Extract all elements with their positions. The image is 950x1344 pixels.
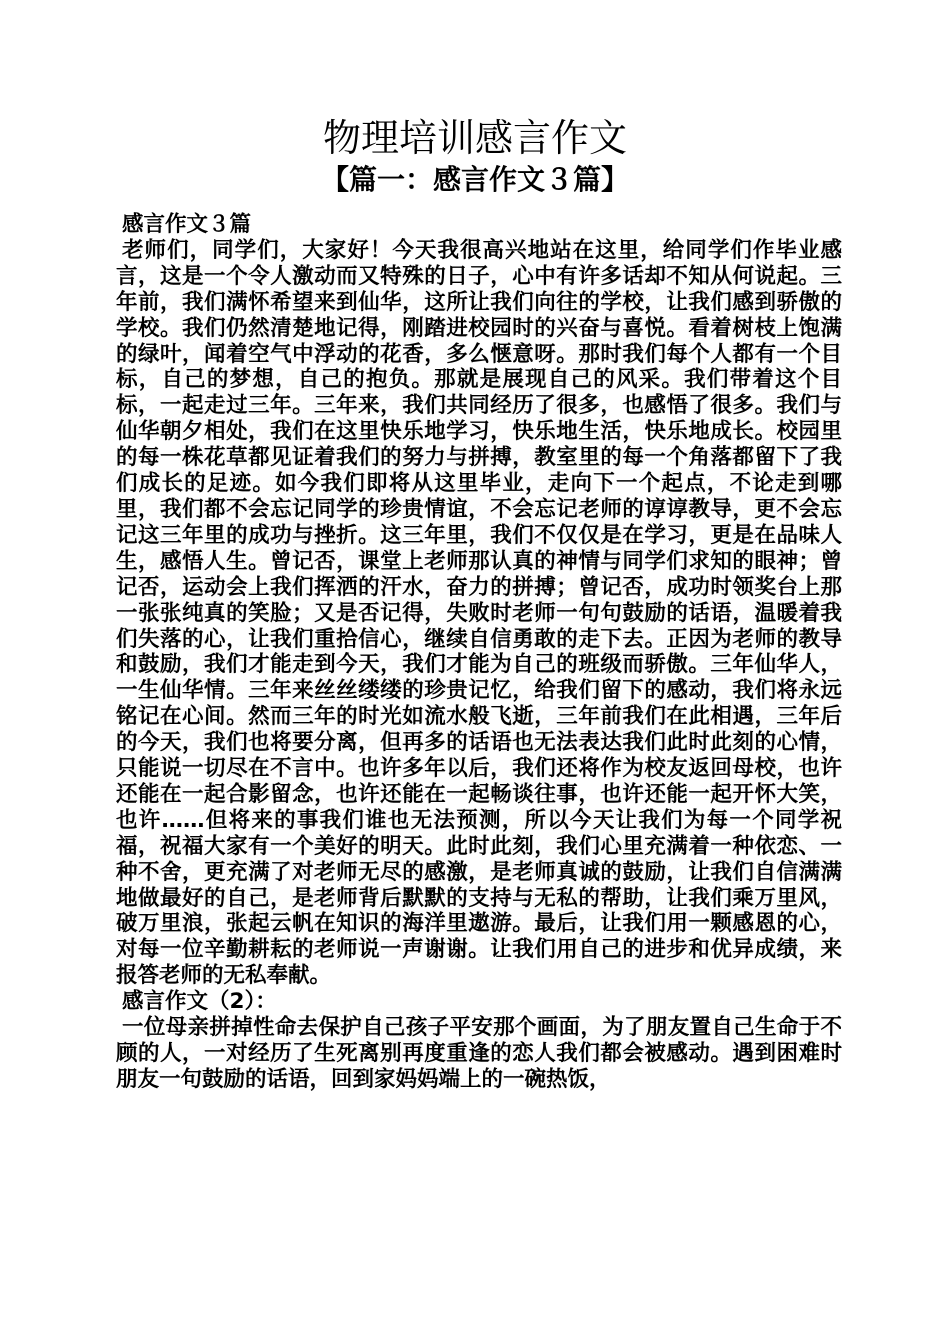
section2-heading: 感言作文（2）： [122, 989, 277, 1015]
section1-paragraph: 老师们，同学们，大家好！今天我很高兴地站在这里，给同学们作毕业感言，这是一个令人激动而又特殊的日子，心中有许多话却不知从何说起。三年前，我们满怀希望来到仙华，这所让我们向往的学校，让我们感到骄傲的学校。我们仍然清楚地记得，刚踏进校园时的兴奋与喜悦。看着树枝上饱满的绿叶，闻着空气中浮动的花香，多么惬意呀。那时我们每个人都有一个目标，自己的梦想，自己的抱负。那就是展现自己的风采。我们带着这个目标，一起走过三年。三年来，我们共同经历了很多，也感悟了很多。我们与仙华朝夕相处，我们在这里快乐地学习，快乐地生活，快乐地成长。校园里的每一株花草都见证着我们的努力与拼搏，教室里的每一个角落都留下了我们成长的足迹。如今我们即将从这里毕业，走向下一个起点，不论走到哪里，我们都不会忘记同学的珍贵情谊，不会忘记老师的谆谆教导，更不会忘记这三年里的成功与挫折。这三年里，我们不仅仅是在学习，更是在品味人生，感悟人生。曾记否，课堂上老师那认真的神情与同学们求知的眼神；曾记否，运动会上我们挥洒的汗水，奋力的拼搏；曾记否，成功时领奖台上那一张张纯真的笑脸；又是否记得，失败时老师一句句鼓励的话语，温暖着我们失落的心，让我们重拾信心，继续自信勇敢的走下去。正因为老师的教导和鼓励，我们才能走到今天，我们才能为自己的班级而骄傲。三年仙华人，一生仙华情。三年来丝丝缕缕的珍贵记忆，给我们留下的感动，我们将永远铭记在心间。然而三年的时光如流水般飞逝，三年前我们在此相遇，三年后的今天，我们也将要分离，但再多的话语也无法表达我们此时此刻的心情，只能说一切尽在不言中。也许多年以后，我们还将作为校友返回母校，也许还能在一起合影留念，也许还能在一起畅谈往事，也许还能一起开怀大笑，也许……但将来的事我们谁也无法预测，所以今天让我们为每一个同学祝福，祝福大家有一个美好的明天。此时此刻，我们心里充满着一种依恋、一种不舍，更充满了对老师无尽的感激，是老师真诚的鼓励，让我们自信满满地做最好的自己，是老师背后默默的支持与无私的帮助，让我们乘万里风，破万里浪，张起云帆在知识的海洋里遨游。最后，让我们用一颗感恩的心，对每一位辛勤耕耘的老师说一声谢谢。让我们用自己的进步和优异成绩，来报答老师的无私奉献。 [116, 237, 842, 989]
page-title: 物理培训感言作文 [322, 116, 627, 160]
page-subtitle: 【篇一：感言作文３篇】 [320, 163, 629, 196]
document-body [116, 212, 842, 1093]
section2-paragraph: 一位母亲拼掉性命去保护自己孩子平安那个画面，为了朋友置自己生命于不顾的人，一对经历了生死离别再度重逢的恋人我们都会被感动。遇到困难时朋友一句鼓励的话语，回到家妈妈端上的一碗热饭， [116, 1015, 842, 1092]
section1-heading: 感言作文３篇 [122, 212, 252, 237]
